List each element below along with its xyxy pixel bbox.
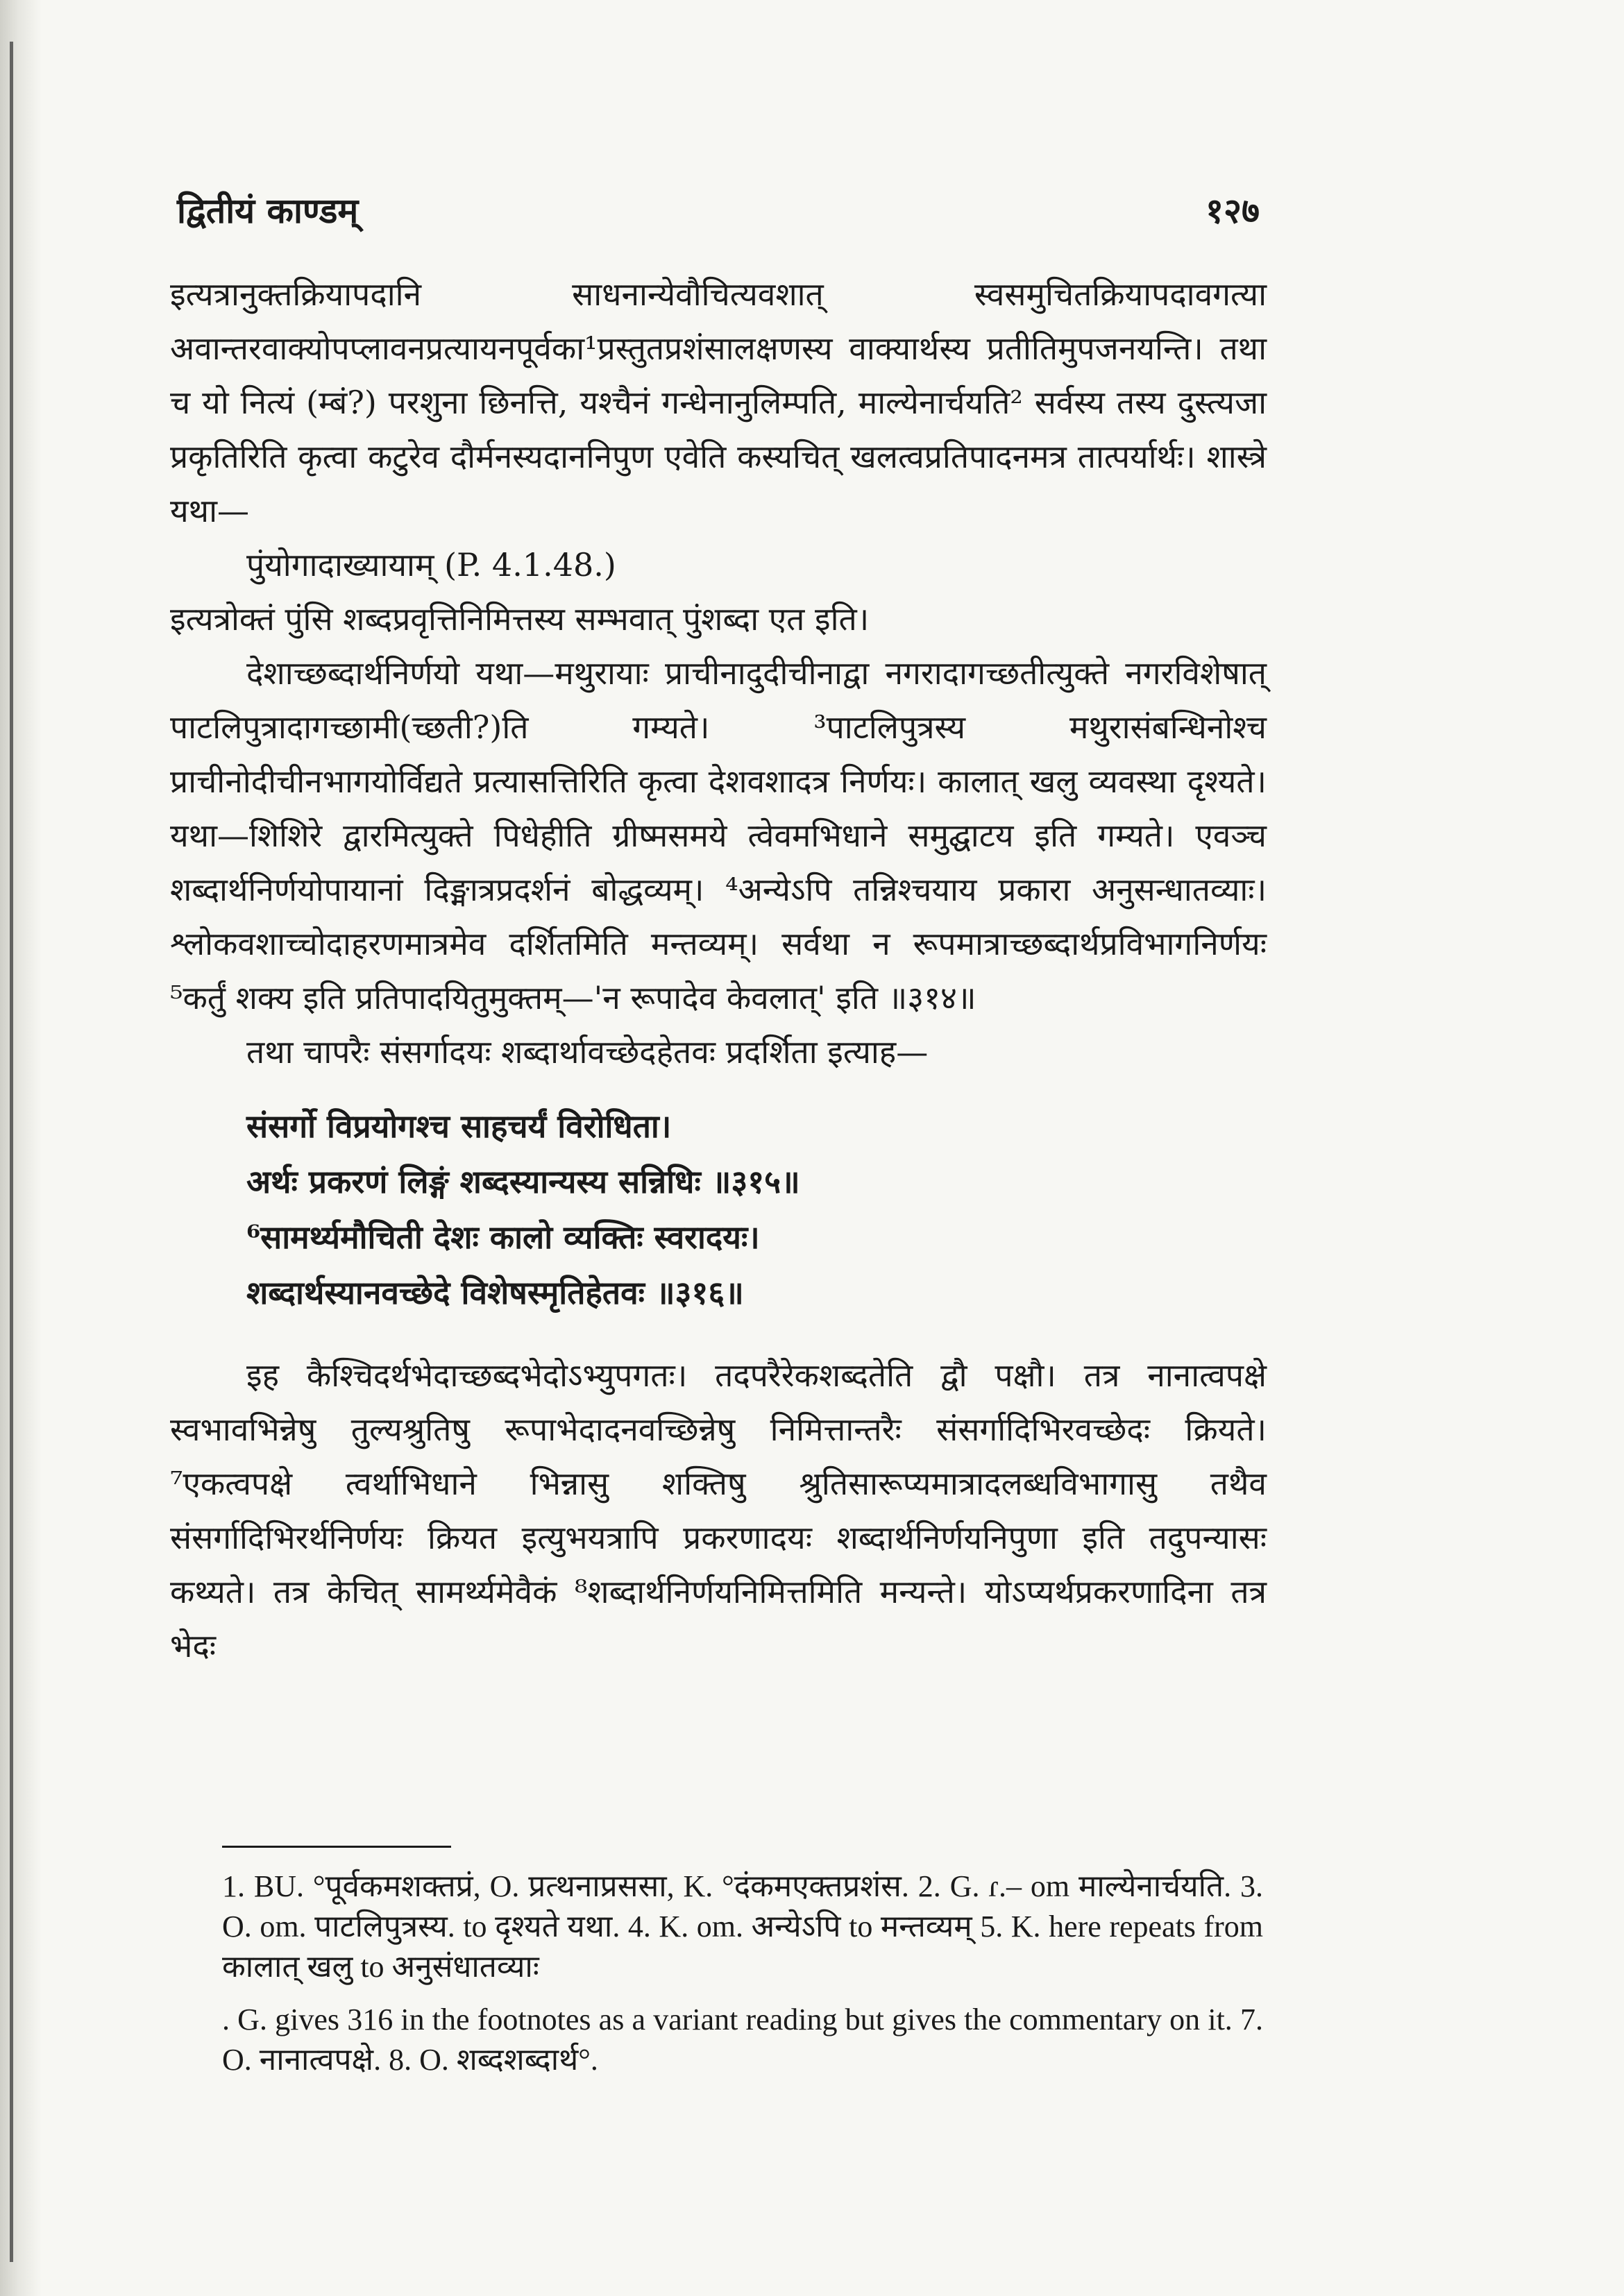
main-text (170, 267, 1267, 1673)
footnotes (222, 1866, 1263, 2080)
book-spine-edge-line (10, 42, 13, 2262)
paragraph-4: तथा चापरैः संसर्गादयः शब्दार्थावच्छेदहेतवः प्रदर्शिता इत्याह— (246, 1033, 929, 1071)
paragraph-1: इत्यत्रानुक्तक्रियापदानि साधनान्येवौचित्यवशात् स्वसमुचितक्रियापदावगत्या अवान्तरवाक्योपप्लावनप्रत्यायनपूर्वका¹प्रस्तुतप्रशंसालक्षणस्य वाक्यार्थस्य प्रतीतिमुपजनयन्ति। तथा च यो नित्यं (म्बं?) परशुना छिनत्ति, यश्चैनं गन्धेनानुलिम्पति, माल्येनार्चयति² सर्वस्य तस्य दुस्त्यजा प्रकृतिरिति कृत्वा कटुरेव दौर्मनस्यदाननिपुण एवेति कस्यचित् खलत्वप्रतिपादनमत्र तात्पर्यार्थः। शास्त्रे यथा— (170, 275, 1267, 529)
commentary-paragraph: इह कैश्चिदर्थभेदाच्छब्दभेदोऽभ्युपगतः। तदपरैरेकशब्दतेति द्वौ पक्षौ। तत्र नानात्वपक्षे स्वभावभिन्नेषु तुल्यश्रुतिषु रूपाभेदादनवच्छिन्नेषु निमित्तान्तरैः संसर्गादिभिरवच्छेदः क्रियते। ⁷एकत्वपक्षे त्वर्थाभिधाने भिन्नासु शक्तिषु श्रुतिसारूप्यमात्रादलब्धविभागासु तथैव संसर्गादिभिरर्थनिर्णयः क्रियत इत्युभयत्रापि प्रकरणादयः शब्दार्थनिर्णयनिपुणा इति तदुपन्यासः कथ्यते। तत्र केचित् सामर्थ्यमेवैकं ⁸शब्दार्थनिर्णयनिमित्तमिति मन्यन्ते। योऽप्यर्थप्रकरणादिना तत्र भेदः (170, 1357, 1267, 1665)
paragraph-3: देशाच्छब्दार्थनिर्णयो यथा—मथुरायाः प्राचीनादुदीचीनाद्वा नगरादागच्छतीत्युक्ते नगरविशेषात् पाटलिपुत्रादागच्छामी(च्छती?)ति गम्यते। ³पाटलिपुत्रस्य मथुरासंबन्धिनोश्च प्राचीनोदीचीनभागयोर्विद्यते प्रत्यासत्तिरिति कृत्वा देशवशादत्र निर्णयः। कालात् खलु व्यवस्था दृश्यते। यथा—शिशिरे द्वारमित्युक्ते पिधेहीति ग्रीष्मसमये त्वेवमभिधाने समुद्घाटय इति गम्यते। एवञ्च शब्दार्थनिर्णयोपायानां दिङ्मात्रप्रदर्शनं बोद्धव्यम्। ⁴अन्येऽपि तन्निश्चयाय प्रकारा अनुसन्धातव्याः। श्लोकवशाच्चोदाहरणमात्रमेव दर्शितमिति मन्तव्यम्। सर्वथा न रूपमात्राच्छब्दार्थप्रविभागनिर्णयः ⁵कर्तुं शक्य इति प्रतिपादयितुमुक्तम्—'न रूपादेव केवलात्' इति ॥३१४॥ (170, 654, 1267, 1017)
footnote-block-1: 1. BU. °पूर्वकमशक्तप्रं, O. प्रत्थनाप्रससा, K. °दंकमएक्तप्रशंस. 2. G. ɾ.– om माल्येनार्चयति. 3. O. om. पाटलिपुत्रस्य. to दृश्यते यथा. 4. K. om. अन्येऽपि to मन्तव्यम् 5. K. here repeats from कालात् खलु to अनुसंधातव्याः (222, 1869, 1263, 1984)
footnote-block-2: . G. gives 316 in the footnotes as a variant reading but gives the commentary on it. 7. O. नानात्वपक्षे. 8. O. शब्दशब्दार्थ°. (222, 2002, 1263, 2077)
karika-verse (246, 1098, 1267, 1320)
verse-line-1: संसर्गो विप्रयोगश्च साहचर्यं विरोधिता। (246, 1107, 672, 1145)
paragraph-2: इत्यत्रोक्तं पुंसि शब्दप्रवृत्तिनिमित्तस्य सम्भवात् पुंशब्दा एत इति। (170, 600, 870, 638)
verse-line-4: शब्दार्थस्यानवच्छेदे विशेषस्मृतिहेतवः ॥३१६॥ (246, 1274, 744, 1311)
chapter-title: द्वितीयं काण्डम् (177, 190, 359, 231)
sutra-citation: पुंयोगादाख्यायाम् (P. 4.1.48.) (246, 546, 616, 584)
footnote-rule (222, 1846, 451, 1848)
running-head (177, 186, 1260, 248)
verse-line-3: ⁶सामर्थ्यमौचिती देशः कालो व्यक्तिः स्वरादयः। (246, 1218, 760, 1256)
book-spine-shadow (0, 0, 42, 2296)
page-number: १२७ (1206, 190, 1260, 231)
verse-line-2: अर्थः प्रकरणं लिङ्गं शब्दस्यान्यस्य सन्निधिः ॥३१५॥ (246, 1163, 800, 1200)
